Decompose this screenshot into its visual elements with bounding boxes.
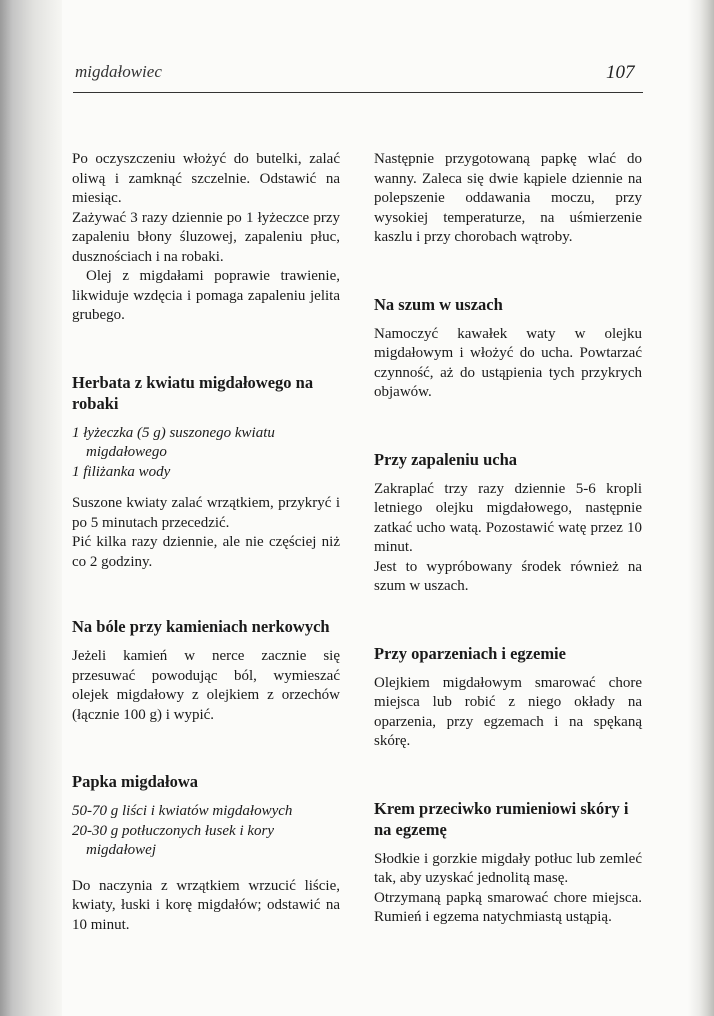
- recipe-title-szum: Na szum w uszach: [374, 294, 503, 314]
- recipe-text-papka-continued: Następnie przygotowaną papkę wlać do wanny. Zaleca się dwie kąpiele dziennie na polepszenie oddawania moczu, przy wysokiej temperaturze, na uśmierzenie kaszlu i przy chorobach wątroby.: [374, 151, 642, 245]
- recipe-title-krem: Krem przeciwko rumieniowi skóry i na egzemę: [374, 798, 629, 839]
- recipe-title-papka: Papka migdałowa: [72, 772, 199, 791]
- recipe-text-szum: Namoczyć kawałek waty w olejku migdałowym i włożyć do ucha. Powtarzać czynność, aż do ustąpienia tych przykrych objawów.: [374, 325, 642, 400]
- ingredient-line: migdałowego: [86, 444, 167, 460]
- ingredient-line: 1 łyżeczka (5 g) suszonego kwiatu: [72, 424, 275, 441]
- ingredient-line: migdałowej: [86, 842, 156, 858]
- recipe-text-ucho-1: Zakraplać trzy razy dziennie 5-6 kropli letniego olejku migdałowego, następnie zatkać ucho watą. Pozostawić watę przez 10 minut.: [374, 480, 642, 555]
- recipe-text-krem-1: Słodkie i gorzkie migdały potłuc lub zemleć tak, aby uzyskać jednolitą masę.: [374, 850, 642, 886]
- recipe-title-herbata: Herbata z kwiatu migdałowego na robaki: [72, 372, 314, 413]
- right-column: [374, 150, 642, 928]
- recipe-text-herbata-2: Pić kilka razy dziennie, ale nie częściej niż co 2 godziny.: [72, 534, 340, 570]
- page-number: 107: [606, 62, 635, 83]
- recipe-text-krem-2: Otrzymaną papką smarować chore miejsca. Rumień i egzema natychmiastą ustąpią.: [374, 889, 642, 925]
- recipe-text-oparzenia: Olejkiem migdałowym smarować chore miejsca lub robić z niego okłady na oparzenia, przy egzemach i na spękaną skórę.: [374, 674, 642, 749]
- left-column: [72, 150, 340, 935]
- ingredient-line: 1 filiżanka wody: [72, 463, 171, 480]
- recipe-title-ucho: Przy zapaleniu ucha: [374, 449, 517, 469]
- intro-paragraph-1: Po oczyszczeniu włożyć do butelki, zalać oliwą i zamknąć szczelnie. Odstawić na miesiąc.: [72, 151, 340, 206]
- recipe-title-bole: Na bóle przy kamieniach nerkowych: [72, 617, 330, 636]
- ingredients-herbata: [72, 424, 340, 483]
- ingredient-line: 50-70 g liści i kwiatów migdałowych: [72, 803, 293, 819]
- recipe-text-papka: Do naczynia z wrzątkiem wrzucić liście, kwiaty, łuski i korę migdałów; odstawić na 10 minut.: [72, 877, 340, 933]
- recipe-text-ucho-2: Jest to wypróbowany środek również na szum w uszach.: [374, 558, 642, 594]
- header-rule: [73, 92, 643, 93]
- intro-paragraph-3: Olej z migdałami poprawie trawienie, likwiduje wzdęcia i pomaga zapaleniu jelita grubego.: [72, 268, 340, 323]
- running-title: migdałowiec: [75, 62, 162, 81]
- ingredients-papka: [72, 802, 340, 861]
- page-edge-shadow: [688, 0, 714, 1016]
- recipe-text-bole: Jeżeli kamień w nerce zacznie się przesuwać powodując ból, wymieszać olejek migdałowy z olejkiem z orzechów (łącznie 100 g) i wypić.: [72, 648, 340, 723]
- intro-paragraph-2: Zażywać 3 razy dziennie po 1 łyżeczce przy zapaleniu błony śluzowej, zapaleniu płuc, dusznościach i na robaki.: [72, 209, 340, 265]
- recipe-text-herbata-1: Suszone kwiaty zalać wrzątkiem, przykryć i po 5 minutach przecedzić.: [72, 495, 340, 531]
- recipe-title-oparzenia: Przy oparzeniach i egzemie: [374, 643, 566, 663]
- book-spine-shadow: [0, 0, 62, 1016]
- ingredient-line: 20-30 g potłuczonych łusek i kory: [72, 822, 275, 839]
